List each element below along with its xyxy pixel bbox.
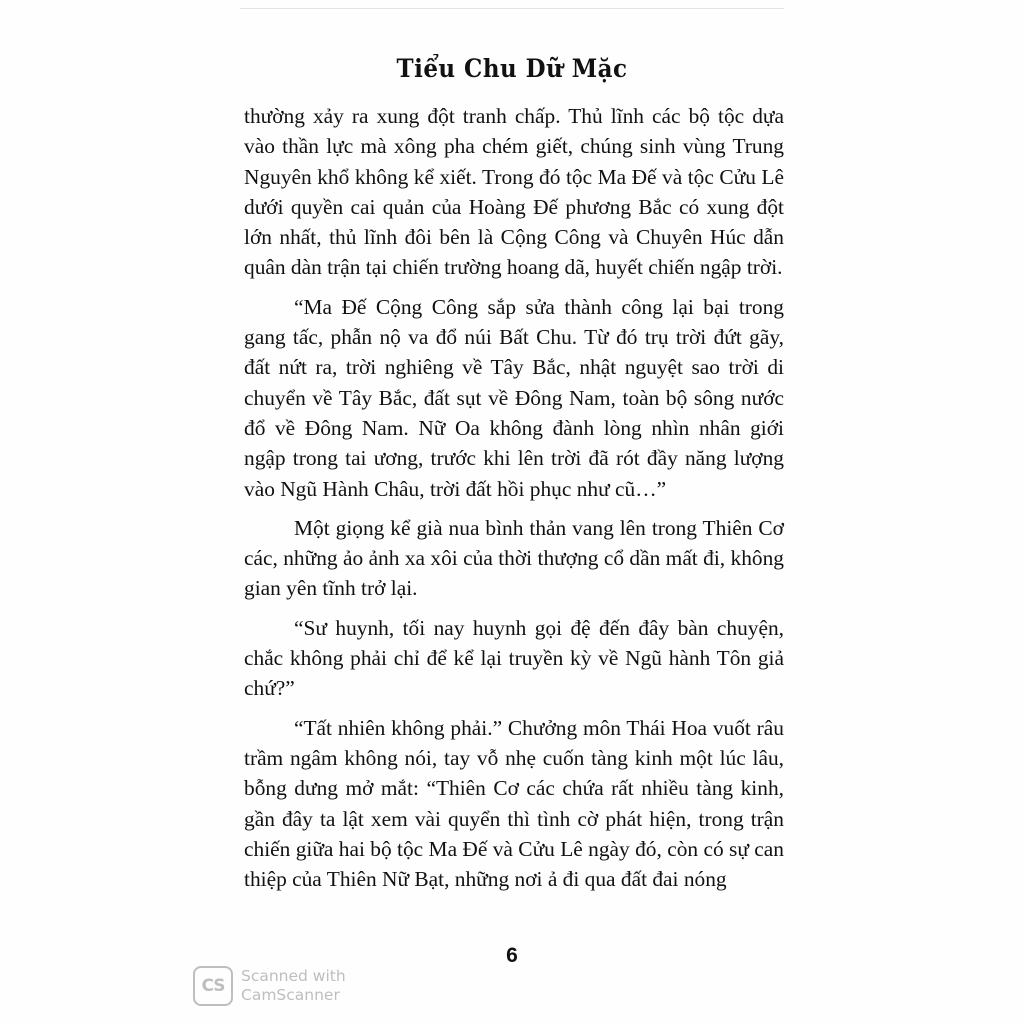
scan-edge-line — [240, 8, 784, 9]
watermark-line-2: CamScanner — [241, 986, 340, 1004]
paragraph: thường xảy ra xung đột tranh chấp. Thủ lĩnh các bộ tộc dựa vào thần lực mà xông pha chém giết, chúng sinh vùng Trung Nguyên khổ không kể xiết. Trong đó tộc Ma Đế và tộc Cửu Lê dưới quyền cai quản của Hoàng Đế phương Bắc có xung đột lớn nhất, thủ lĩnh đôi bên là Cộng Công và Chuyên Húc dẫn quân dàn trận tại chiến trường hoang dã, huyết chiến ngập trời. — [244, 104, 784, 280]
watermark-text — [241, 967, 346, 1005]
paragraph: “Sư huynh, tối nay huynh gọi đệ đến đây bàn chuyện, chắc không phải chỉ để kể lại truyền kỳ về Ngũ hành Tôn giả chứ?” — [244, 615, 784, 701]
running-title: Tiểu Chu Dữ Mặc — [396, 54, 628, 83]
body-text — [244, 101, 784, 903]
watermark-line-1: Scanned with — [241, 967, 346, 985]
page-number: 6 — [506, 944, 518, 967]
paragraph: Một giọng kể già nua bình thản vang lên trong Thiên Cơ các, những ảo ảnh xa xôi của thời thượng cổ dần mất đi, không gian yên tĩnh trở lại. — [244, 515, 784, 601]
paragraph: “Tất nhiên không phải.” Chưởng môn Thái Hoa vuốt râu trầm ngâm không nói, tay vỗ nhẹ cuốn tàng kinh một lúc lâu, bỗng dưng mở mắt: “Thiên Cơ các chứa rất nhiều tàng kinh, gần đây ta lật xem vài quyển thì tình cờ phát hiện, trong trận chiến giữa hai bộ tộc Ma Đế và Cửu Lê ngày đó, còn có sự can thiệp của Thiên Nữ Bạt, những nơi ả đi qua đất đai nóng — [244, 715, 784, 892]
paragraph: “Ma Đế Cộng Công sắp sửa thành công lại bại trong gang tấc, phẫn nộ va đổ núi Bất Chu. Từ đó trụ trời đứt gãy, đất nứt ra, trời nghiêng về Tây Bắc, nhật nguyệt sao trời di chuyển về Tây Bắc, đất sụt về Đông Nam, toàn bộ sông nước đổ về Đông Nam. Nữ Oa không đành lòng nhìn nhân giới ngập trong tai ương, trước khi lên trời đã rót đầy năng lượng vào Ngũ Hành Châu, trời đất hồi phục như cũ…” — [244, 294, 784, 501]
camscanner-logo-icon: CS — [193, 966, 233, 1006]
camscanner-watermark — [193, 966, 346, 1006]
